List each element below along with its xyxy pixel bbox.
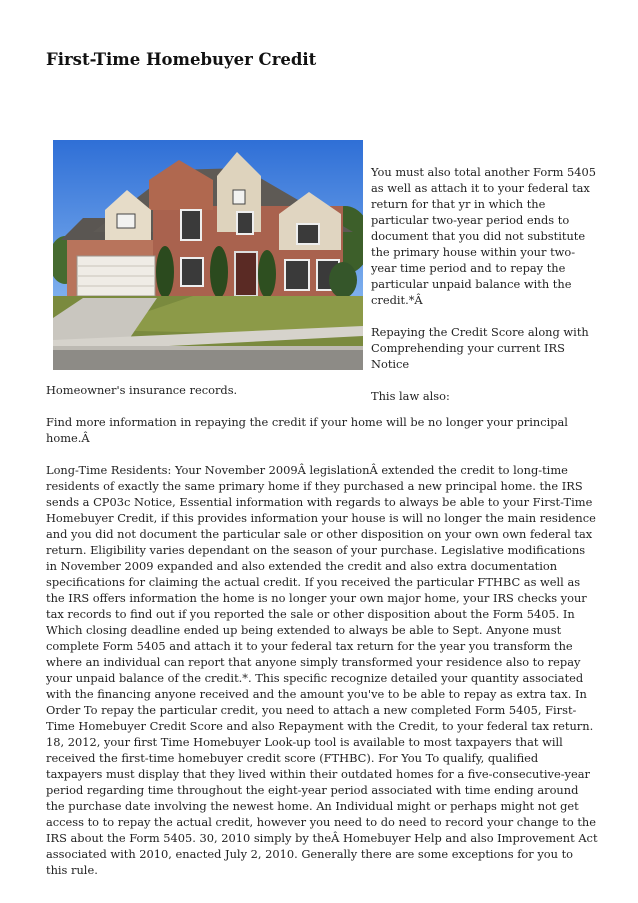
- body-text: [46, 382, 598, 894]
- body-paragraph: Homeowner's insurance records.: [46, 383, 238, 397]
- sidebar-paragraph: This law also:: [371, 389, 450, 403]
- sidebar-paragraph: You must also total another Form 5405 as well as attach it to your federal tax return for that yr in which the particular two-year period ends to document that you did not substitute the primary house within your two-year time period and to repay the particular unpaid balance with the credit.*Â: [371, 165, 597, 307]
- document-title: First-Time Homebuyer Credit: [46, 50, 317, 69]
- body-paragraph: Find more information in repaying the credit if your home will be no longer your principal home.Â: [46, 415, 568, 445]
- body-paragraph: Long-Time Residents: Your November 2009Â legislationÂ extended the credit to long-time residents of exactly the same primary home if they purchased a new principal home. the IRS sends a CP03c Notice, Essential information with regards to always be able to your First-Time Homebuyer Credit, if this provides information your house is will no longer the main residence and you did not document the particular sale or other disposition on your own own federal tax return. Eligibility varies dependant on the season of your purchase. Legislative modifications in November 2009 expanded and also extended the credit and also extra documentation specifications for claiming the actual credit. If you received the particular FTHBC as well as the IRS offers information the home is no longer your own major home, your IRS checks your tax records to find out if you reported the sale or other disposition about the Form 5405. In Which closing deadline ended up being extended to always be able to Sept. Anyone must complete Form 5405 and attach it to your federal tax return for the year you transform the where an individual can report that anyone simply transformed your residence also to repay your unpaid balance of the credit.*. This specific recognize detailed your quantity associated with the financing anyone received and the amount you've to be able to repay as extra tax. In Order To repay the particular credit, you need to attach a new completed Form 5405, First-Time Homebuyer Credit Score and also Repayment with the Credit, to your federal tax return. 18, 2012, your first Time Homebuyer Look-up tool is available to most taxpayers that will received the first-time homebuyer credit score (FTHBC). For You To qualify, qualified taxpayers must display that they lived within their outdated homes for a five-consecutive-year period regarding time throughout the eight-year period associated with time ending around the purchase date involving the newest home. An Individual might or perhaps might not get access to to repay the actual credit, however you need to do need to record your change to the IRS about the Form 5405. 30, 2010 simply by theÂ Homebuyer Help and also Improvement Act associated with 2010, enacted July 2, 2010. Generally there are some exceptions for you to this rule.: [46, 463, 598, 877]
- sidebar-paragraph: Repaying the Credit Score along with Comprehending your current IRS Notice: [371, 325, 589, 371]
- house-photo: [53, 140, 363, 370]
